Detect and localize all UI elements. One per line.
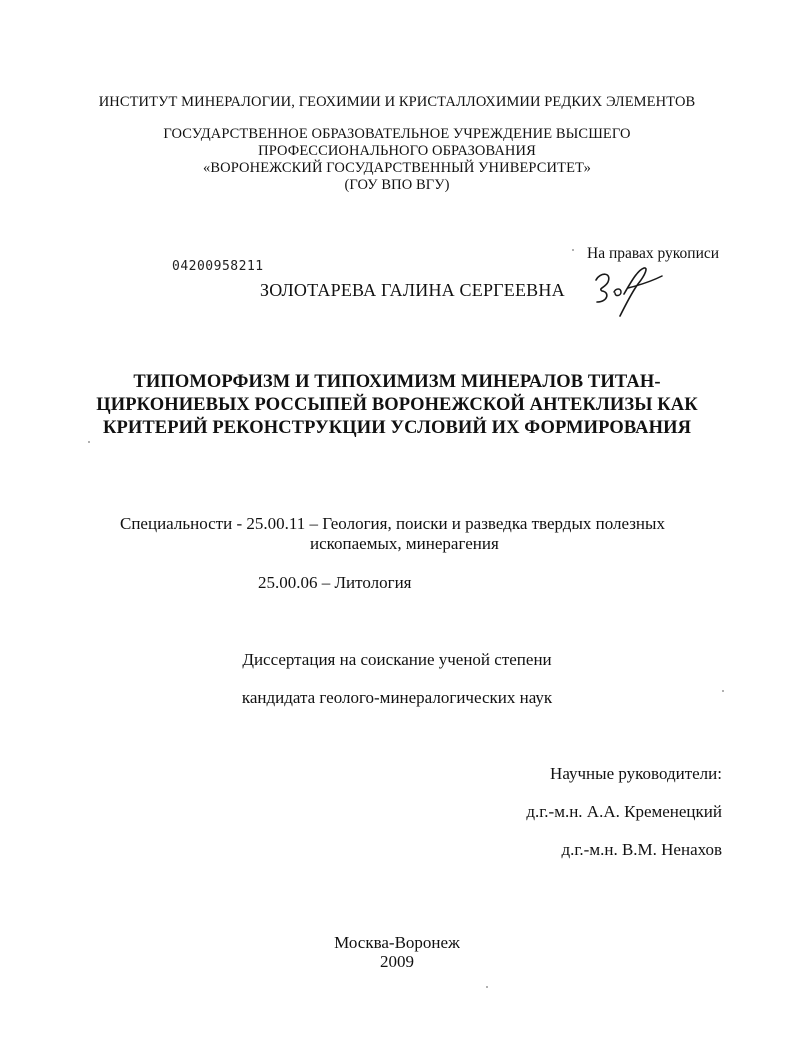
university-line-3: «ВОРОНЕЖСКИЙ ГОСУДАРСТВЕННЫЙ УНИВЕРСИТЕТ»	[203, 160, 591, 176]
degree-line-2: кандидата геолого-минералогических наук	[241, 688, 553, 707]
specialty-line-2: ископаемых, минерагения	[310, 534, 499, 553]
stamp-code: 04200958211	[172, 259, 264, 274]
title-line-1: ТИПОМОРФИЗМ И ТИПОХИМИЗМ МИНЕРАЛОВ ТИТАН-	[133, 372, 661, 392]
degree-line-1: Диссертация на соискание ученой степени	[242, 650, 552, 669]
scan-speck	[722, 690, 724, 692]
title-line-2: ЦИРКОНИЕВЫХ РОССЫПЕЙ ВОРОНЕЖСКОЙ АНТЕКЛИЗЫ КАК	[96, 395, 698, 415]
footer-city: Москва-Воронеж	[334, 933, 460, 952]
supervisor-2: д.г.-м.н. В.М. Ненахов	[561, 840, 722, 859]
university-line-1: ГОСУДАРСТВЕННОЕ ОБРАЗОВАТЕЛЬНОЕ УЧРЕЖДЕНИЕ ВЫСШЕГО	[163, 126, 631, 142]
rights-note: На правах рукописи	[587, 245, 720, 262]
supervisor-1: д.г.-м.н. А.А. Кременецкий	[526, 802, 722, 821]
supervisors-heading: Научные руководители:	[550, 764, 722, 783]
specialty-line-1: Специальности - 25.00.11 – Геология, поиски и разведка твердых полезных	[120, 514, 665, 533]
footer-year: 2009	[380, 952, 414, 971]
scan-speck	[486, 986, 488, 988]
university-line-2: ПРОФЕССИОНАЛЬНОГО ОБРАЗОВАНИЯ	[258, 143, 536, 159]
author-name: ЗОЛОТАРЕВА ГАЛИНА СЕРГЕЕВНА	[260, 280, 565, 300]
institute-name: ИНСТИТУТ МИНЕРАЛОГИИ, ГЕОХИМИИ И КРИСТАЛЛОХИМИИ РЕДКИХ ЭЛЕМЕНТОВ	[98, 94, 696, 110]
university-line-4: (ГОУ ВПО ВГУ)	[344, 177, 450, 193]
scan-speck	[88, 441, 90, 443]
scan-speck	[572, 249, 574, 251]
signature-icon	[588, 258, 668, 320]
title-line-3: КРИТЕРИЙ РЕКОНСТРУКЦИИ УСЛОВИЙ ИХ ФОРМИРОВАНИЯ	[102, 418, 692, 438]
specialty-line-3: 25.00.06 – Литология	[258, 573, 412, 592]
